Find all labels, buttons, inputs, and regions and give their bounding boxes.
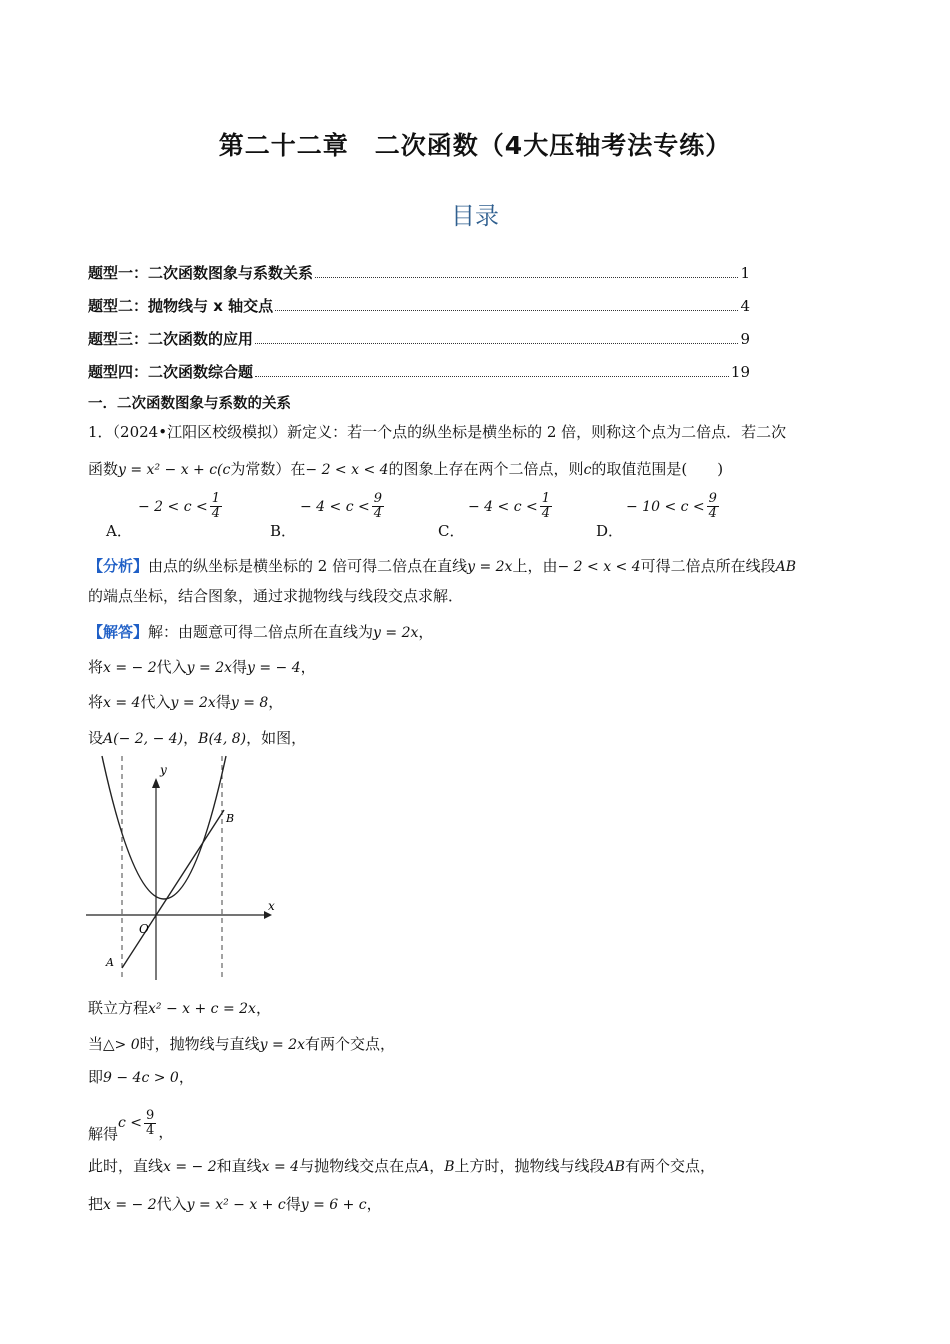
solution-line-6: 当△> 0时，抛物线与直线y = 2x有两个交点， xyxy=(88,1035,396,1053)
toc-item-page: 1 xyxy=(740,264,750,282)
toc-heading: 目录 xyxy=(451,202,499,230)
problem-line-1: 1．（2024•江阳区校级模拟）新定义：若一个点的纵坐标是横坐标的 2 倍，则称这个点为二倍点．若二次 xyxy=(88,423,787,441)
function-equation: y = x² − x + c(c xyxy=(118,462,231,478)
toc-item[interactable] xyxy=(88,262,750,283)
toc-leader xyxy=(255,375,729,377)
label-b: B xyxy=(226,812,235,825)
solution-line-2: 将x = − 2代入y = 2x得y = − 4， xyxy=(88,658,316,676)
toc-item-page: 9 xyxy=(740,330,750,348)
toc-item-label: 题型一：二次函数图象与系数关系 xyxy=(88,264,314,282)
option-c-letter[interactable]: C． xyxy=(438,522,465,540)
solution-line-10: 把x = − 2代入y = x² − x + c得y = 6 + c， xyxy=(88,1195,382,1213)
line-y-2x xyxy=(122,810,224,968)
option-b-letter[interactable]: B． xyxy=(270,522,297,540)
toc-item[interactable] xyxy=(88,328,750,349)
toc-item-page: 4 xyxy=(740,297,750,315)
domain-range: − 2 < x < 4 xyxy=(305,462,389,478)
toc-leader xyxy=(255,342,738,344)
toc-item-label: 题型二：抛物线与 x 轴交点 xyxy=(88,297,274,315)
solution-tag: 【解答】 xyxy=(88,623,149,641)
option-d-expr[interactable]: − 10 < c < $\frac{9}{4}$ xyxy=(626,491,717,521)
option-d-letter[interactable]: D． xyxy=(596,522,624,540)
label-origin: O xyxy=(139,922,149,936)
problem-line-2: 函数y = x² − x + c(c为常数）在− 2 < x < 4的图象上存在两个二倍点，则c的取值范围是( ) xyxy=(88,460,724,478)
option-a-letter[interactable]: A． xyxy=(106,522,132,540)
toc-leader xyxy=(275,309,738,311)
label-x: x xyxy=(268,899,275,913)
toc-item-page: 19 xyxy=(730,363,750,381)
solution-line-3: 将x = 4代入y = 2x得y = 8， xyxy=(88,693,284,711)
label-y: y xyxy=(160,763,167,777)
solution-line-4: 设A(− 2, − 4)，B(4, 8)，如图， xyxy=(88,729,307,747)
option-a-expr[interactable]: − 2 < c < $\frac{1}{4}$ xyxy=(138,491,221,521)
toc-leader xyxy=(315,276,738,278)
solution-line-5: 联立方程x² − x + c = 2x， xyxy=(88,999,271,1017)
section-heading: 一．二次函数图象与系数的关系 xyxy=(88,396,291,412)
solution-line-7: 即9 − 4c > 0， xyxy=(88,1068,194,1086)
label-a: A xyxy=(106,956,114,969)
analysis-line-1: 【分析】由点的纵坐标是横坐标的 2 倍可得二倍点在直线y = 2x上，由− 2 < x < 4可得二倍点所在线段AB xyxy=(88,557,797,575)
analysis-line-2: 的端点坐标，结合图象，通过求抛物线与线段交点求解． xyxy=(88,587,464,605)
parabola-curve xyxy=(102,756,226,899)
solution-line-8: 解得 c < $\frac{9}{4}$ ， xyxy=(88,1107,174,1143)
solution-line-1: 【解答】解：由题意可得二倍点所在直线为y = 2x， xyxy=(88,623,434,641)
page-title: 第二十二章 二次函数（4大压轴考法专练） xyxy=(218,131,732,160)
toc-item[interactable] xyxy=(88,295,750,316)
solution-line-9: 此时，直线x = − 2和直线x = 4与抛物线交点在点A，B上方时，抛物线与线段AB有两个交点， xyxy=(88,1157,715,1175)
parabola-figure xyxy=(84,752,284,982)
option-b-expr[interactable]: − 4 < c < $\frac{9}{4}$ xyxy=(300,491,383,521)
toc-item-label: 题型四：二次函数综合题 xyxy=(88,363,254,381)
toc-item-label: 题型三：二次函数的应用 xyxy=(88,330,254,348)
toc-item[interactable] xyxy=(88,361,750,382)
y-axis-arrow xyxy=(152,778,160,788)
option-c-expr[interactable]: − 4 < c < $\frac{1}{4}$ xyxy=(468,491,551,521)
analysis-tag: 【分析】 xyxy=(88,557,149,575)
